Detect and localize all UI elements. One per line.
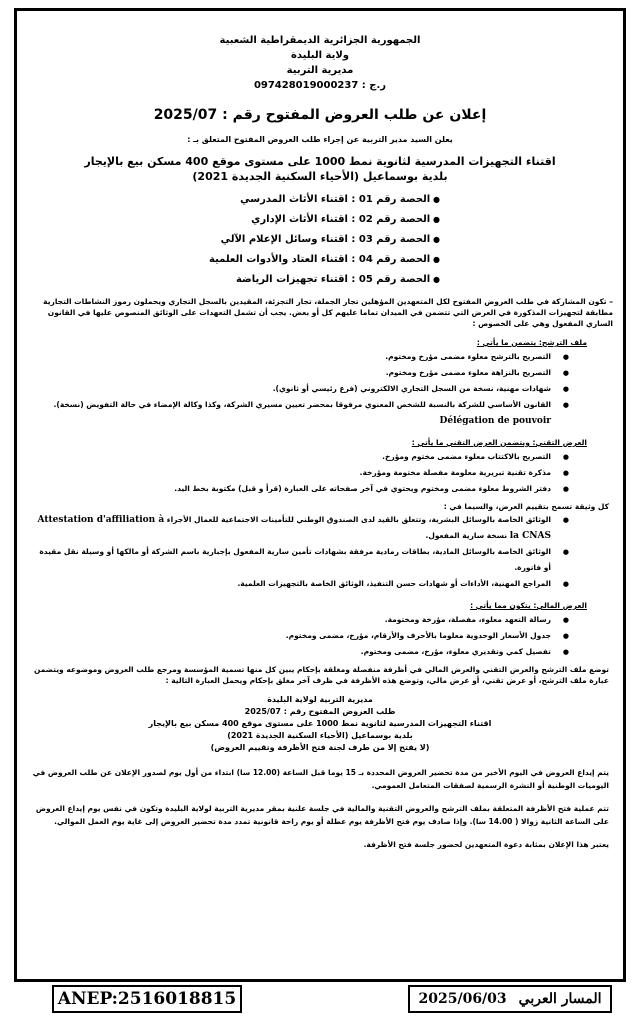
qualification-item-human [33,512,551,544]
lot-item: ● الحصة رقم 03 : اقتناء وسائل الإعلام الآلي [200,230,440,250]
deadline-paragraph: تتم عملية فتح الأظرفة المتعلقة بملف الترشح والعروض التقنية والمالية في جلسة علنية بمقر مديرية التربية لولاية البليدة وتكون في نفس يوم إيداع العروض على الساعة الثانية زوالا ( 14.00 سا). وإذا صادف يوم فتح الأظرفة يوم عطلة أو يوم راحة قانونية تمدد مدة تحضير العروض إلى غاية يوم العمل الموالي. [35,804,609,826]
header-line: ولاية البليدة [290,50,350,61]
qualification-note: كل وثيقة تسمح بتقييم العرض، والسيما في : [443,502,609,511]
object-line-2: بلدية بوسماعيل (الأحياء السكنية الجديدة 2021) [192,170,448,183]
lot-item: ● الحصة رقم 04 : اقتناء العتاد والأدوات العلمية [200,250,440,270]
qualification-list [23,512,617,592]
issuer-header [23,33,617,93]
financial-item: ● جدول الأسعار الوحدوية معلوما بالأحرف والأرقام، مؤرخ، مضمى ومختوم. [33,628,551,644]
attestation-suffix: نسخة سارية المفعول. [425,531,508,540]
lot-item: ● الحصة رقم 01 : اقتناء الأثاث المدرسي [200,190,440,210]
financial-item: ● رسالة التعهد معلوء، مفصلة، مؤرخة ومختومة. [33,612,551,628]
lot-item: ● الحصة رقم 02 : اقتناء الأثاث الإداري [200,210,440,230]
announcement-title: إعلان عن طلب العروض المفتوح رقم : 2025/07 [153,107,487,123]
candidature-list [23,349,617,429]
financial-item: ● تفصيل كمي وتقديري معلوء، مؤرخ، مضمى ومختوم. [33,644,551,660]
nif-label: ر.ج : [361,80,387,91]
technical-title: العرض التقني: ويتضمن العرض التقني ما يأتي : [411,438,587,447]
deadline-paragraph: يتم إيداع العروض في اليوم الأخير من مدة تحضير العروض المحددة بـ 15 يوما قبل الساعة (12.00 سا) ابتداء من أول يوم لصدور الإعلان عن طلب العروض في اليوميات الوطنية أو النشرة الرسمية لصفقات المتعامل العمومي. [32,768,609,790]
tender-object [23,154,617,184]
lots-list [200,190,440,290]
candidature-item: ● التصريح بالنزاهة معلوء مضمى مؤرخ ومختوم. [33,365,551,381]
nif-value: 097428019000237 [253,80,359,91]
newspaper-stamp [408,985,612,1013]
qualification-item: ● الوثائق الخاصة بالوسائل المادية، بطاقات رمادية مرفقة بشهادات تأمين سارية المفعول بإجبارية باسم الشركة أو مالكها أو وسيلة نقل مقيدة أو فاتورة. [33,544,551,576]
newspaper-name: المسار العربي [518,991,602,1007]
delegation-french: Délégation de pouvoir [439,416,551,426]
eligibility-paragraph: – تكون المشاركة في طلب العروض المفتوح لكل المتعهدين المؤهلين تجار الجملة، تجار التجزئة، المقيدين بالسجل التجاري ويحملون رموز النشاطات التجارية مطابقة لتجهيزات المذكورة في العرض التي تتضمن في الميدان تماما عليهم كل أو بعض. يجب أن تشمل التعهدات على الوثائق المنصوص عليها في القانون الساري المفعول وهي على الخصوص : [27,296,613,329]
envelope-label [23,694,617,754]
object-line-1: اقتناء التجهيزات المدرسية لثانوية نمط 1000 على مستوى موقع 400 مسكن بيع بالإيجار [84,155,556,168]
envelope-line: مديرية التربية لولاية البليدة [267,695,373,704]
header-line: الجمهورية الجزائرية الديمقراطية الشعبية [219,35,421,46]
human-means-text: الوثائق الخاصة بالوسائل البشرية، وتتعلق بالقيد لدى الصندوق الوطني للتأمينات الاجتماعية للعمال الأجراء [166,515,551,524]
financial-list [23,612,617,660]
qualification-item: ● المراجع المهنية، الأداءات أو شهادات حسن التنفيذ، الوثائق الخاصة بالتجهيزات العلمية. [33,576,551,592]
nif-line [23,78,617,93]
candidature-item: ● التصريح بالترشح معلوء مضمى مؤرخ ومختوم. [33,349,551,365]
announcement-body [23,15,617,975]
technical-item: ● مذكرة تقنية تبريرية معلومة مفصلة مختومة ومؤرخة. [33,465,551,481]
envelope-line: طلب العروض المفتوح رقم : 2025/07 [244,707,396,716]
announcement-frame [14,8,626,982]
deadlines-section [31,766,609,851]
announcement-intro: يعلن السيد مدير التربية عن إجراء طلب العروض المفتوح المتعلق بـ : [187,135,453,144]
lot-item: ● الحصة رقم 05 : اقتناء تجهيزات الرياضة [200,270,440,290]
cnas-attestation-french: Attestation d'affiliation à la CNAS [37,515,551,541]
statutes-text: القانون الأساسي للشركة بالنسبة للشخص المعنوي مرفوقا بمحضر تعيين مسيري الشركة، وكذا وكالة الإمضاء في حالة التفويض (نسخة). [53,400,551,409]
financial-title: العرض المالي: يتكون مما يأتي : [470,601,587,610]
envelope-line: اقتناء التجهيزات المدرسية لثانوية نمط 1000 على مستوى موقع 400 مسكن بيع بالإيجار [148,719,492,728]
envelope-note: توضع ملف الترشح والعرض التقني والعرض المالي في أظرفة منفصلة ومغلقة بإحكام يبين كل منها تسمية المؤسسة ومرجع طلب العروض وموضوعه ويتضمن عبارة ملف الترشح، أو عرض تقني، أو عرض مالي، وتوضع هذه الأظرفة في ظرف آخر مغلق بإحكام ويحمل العبارة التالية : [34,665,609,685]
technical-list [23,449,617,497]
candidature-item: ● شهادات مهنية، نسخة من السجل التجاري الالكتروني (فرع رئيسي أو ثانوي). [33,381,551,397]
candidature-item-statutes [33,397,551,429]
envelope-line: (لا يفتح إلا من طرف لجنة فتح الأظرفة وتقييم العروض) [210,743,430,752]
candidature-title: ملف الترشح: يتضمن ما يأتي : [476,338,587,347]
publication-date: 2025/06/03 [418,991,507,1007]
envelope-line: بلدية بوسماعيل (الأحياء السكنية الجديدة 2021) [227,731,413,740]
anep-reference: ANEP:2516018815 [52,985,242,1013]
deadline-paragraph: يعتبر هذا الإعلان بمثابة دعوة المتعهدين لحضور جلسة فتح الأظرفة. [363,840,609,849]
header-line: مديرية التربية [286,65,354,76]
technical-item: ● دفتر الشروط معلوء مضمى ومختوم ويحتوي في آخر صفحاته على العبارة (قرأ و قبل) مكتوبة بخط اليد. [33,481,551,497]
technical-item: ● التصريح بالاكتتاب معلوء مضمى مختوم ومؤرخ. [33,449,551,465]
